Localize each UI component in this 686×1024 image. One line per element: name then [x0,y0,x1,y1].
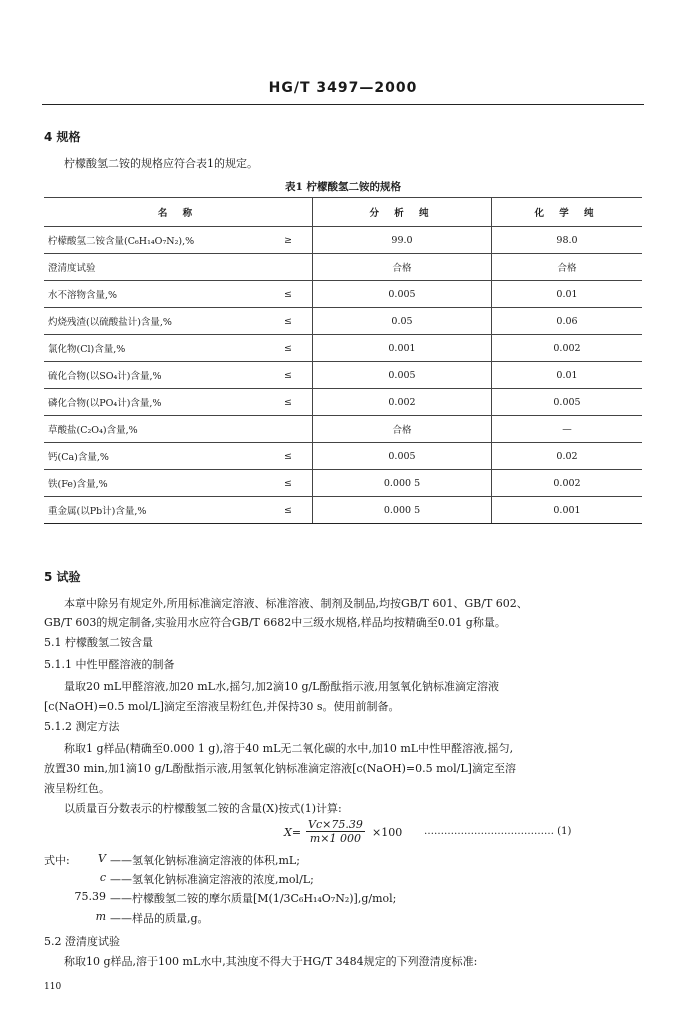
row-cp-value-cell: 0.01 [492,362,643,389]
row-name-cell: 柠檬酸氢二铵含量(C₆H₁₄O₇N₂),% [44,227,264,254]
row-ar-value-cell: 合格 [313,416,492,443]
table-row [44,389,642,416]
section-4-intro: 柠檬酸氢二铵的规格应符合表1的规定。 [64,157,258,170]
row-ar-value-cell: 0.005 [313,443,492,470]
table-row [44,281,642,308]
var-description: ——样品的质量,g。 [110,912,209,925]
row-ar-value-cell: 0.05 [313,308,492,335]
where-lead: 式中: [44,854,70,867]
section-5-para-line-2: GB/T 603的规定制备,实验用水应符合GB/T 6682中三级水规格,样品均按精确至0.01 g称量。 [44,616,506,629]
row-cp-value-cell: 0.002 [492,470,643,497]
subsection-5-1-heading: 5.1 柠檬酸氢二铵含量 [44,636,153,649]
row-ar-value-cell: 0.005 [313,281,492,308]
table-row [44,227,642,254]
row-comparator-cell [264,416,313,443]
row-cp-value-cell: 0.005 [492,389,643,416]
var-symbol: m [95,910,106,923]
subsection-5-1-1-heading: 5.1.1 中性甲醛溶液的制备 [44,658,175,671]
s512-line-2: 放置30 min,加1滴10 g/L酚酞指示液,用氢氧化钠标准滴定溶液[c(NaOH)=0.5 mol/L]滴定至溶 [44,762,516,775]
row-name-cell: 铁(Fe)含量,% [44,470,264,497]
subsection-5-2-heading: 5.2 澄清度试验 [44,935,120,948]
row-comparator-cell: ≥ [264,227,313,254]
var-symbol: V [98,852,106,865]
row-name-cell: 钙(Ca)含量,% [44,443,264,470]
s512-line-3: 液呈粉红色。 [44,782,110,795]
row-name-cell: 氯化物(Cl)含量,% [44,335,264,362]
var-description: ——柠檬酸氢二铵的摩尔质量[M(1/3C₆H₁₄O₇N₂)],g/mol; [110,892,397,905]
var-symbol: 75.39 [74,890,106,903]
formula-lhs: X= [284,826,302,839]
table-row [44,308,642,335]
row-comparator-cell: ≤ [264,281,313,308]
s512-line-1: 称取1 g样品(精确至0.000 1 g),溶于40 mL无二氧化碳的水中,加10 mL中性甲醛溶液,摇匀, [64,742,514,755]
calc-intro: 以质量百分数表示的柠檬酸氢二铵的含量(X)按式(1)计算: [64,802,342,815]
table-header-row [44,198,642,227]
row-name-cell: 硫化合物(以SO₄计)含量,% [44,362,264,389]
row-name-cell: 水不溶物含量,% [44,281,264,308]
formula-denominator: m×1 000 [309,832,361,845]
row-ar-value-cell: 合格 [313,254,492,281]
formula-multiplier: ×100 [372,826,403,839]
col-header-ar: 分 析 纯 [313,198,492,227]
row-comparator-cell: ≤ [264,470,313,497]
table-row [44,362,642,389]
formula-numerator: Vc×75.39 [308,818,363,831]
row-cp-value-cell: 0.001 [492,497,643,524]
table-row [44,254,642,281]
var-symbol: c [99,871,106,884]
row-ar-value-cell: 0.000 5 [313,470,492,497]
standard-code-header: HG/T 3497—2000 [268,80,418,96]
row-ar-value-cell: 0.000 5 [313,497,492,524]
page-number: 110 [44,982,62,992]
row-cp-value-cell: 98.0 [492,227,643,254]
section-5-heading: 5 试验 [44,570,81,584]
row-ar-value-cell: 0.001 [313,335,492,362]
table-row [44,335,642,362]
row-name-cell: 澄清度试验 [44,254,264,281]
formula-number: ………………………………… (1) [424,826,572,837]
row-cp-value-cell: 0.02 [492,443,643,470]
table-row [44,470,642,497]
row-comparator-cell: ≤ [264,443,313,470]
s52-line-1: 称取10 g样品,溶于100 mL水中,其浊度不得大于HG/T 3484规定的下列澄清度标准: [64,955,478,968]
s511-line-2: [c(NaOH)=0.5 mol/L]滴定至溶液呈粉红色,并保持30 s。使用前制备。 [44,700,400,713]
section-5-para-line-1: 本章中除另有规定外,所用标准滴定溶液、标准溶液、制剂及制品,均按GB/T 601、GB/T 602、 [64,597,528,610]
row-comparator-cell [264,254,313,281]
row-name-cell: 磷化合物(以PO₄计)含量,% [44,389,264,416]
table-title: 表1 柠檬酸氢二铵的规格 [285,181,401,193]
col-header-cp: 化 学 纯 [492,198,643,227]
subsection-5-1-2-heading: 5.1.2 测定方法 [44,720,120,733]
table-row [44,443,642,470]
var-description: ——氢氧化钠标准滴定溶液的浓度,mol/L; [110,873,314,886]
row-comparator-cell: ≤ [264,389,313,416]
row-comparator-cell: ≤ [264,308,313,335]
formula-fraction [306,818,365,845]
var-description: ——氢氧化钠标准滴定溶液的体积,mL; [110,854,300,867]
row-cp-value-cell: 合格 [492,254,643,281]
spec-table [44,197,642,524]
s511-line-1: 量取20 mL甲醛溶液,加20 mL水,摇匀,加2滴10 g/L酚酞指示液,用氢氧化钠标准滴定溶液 [64,680,499,693]
row-ar-value-cell: 0.002 [313,389,492,416]
row-cp-value-cell: 0.01 [492,281,643,308]
row-cp-value-cell: 0.002 [492,335,643,362]
table-row [44,497,642,524]
row-comparator-cell: ≤ [264,497,313,524]
row-ar-value-cell: 99.0 [313,227,492,254]
row-name-cell: 重金属(以Pb计)含量,% [44,497,264,524]
row-cp-value-cell: 0.06 [492,308,643,335]
row-comparator-cell: ≤ [264,362,313,389]
header-rule [42,104,644,105]
section-4-heading: 4 规格 [44,130,81,144]
row-name-cell: 灼烧残渣(以硫酸盐计)含量,% [44,308,264,335]
row-comparator-cell: ≤ [264,335,313,362]
col-header-name: 名 称 [44,198,313,227]
row-ar-value-cell: 0.005 [313,362,492,389]
table-row [44,416,642,443]
row-cp-value-cell: — [492,416,643,443]
row-name-cell: 草酸盐(C₂O₄)含量,% [44,416,264,443]
